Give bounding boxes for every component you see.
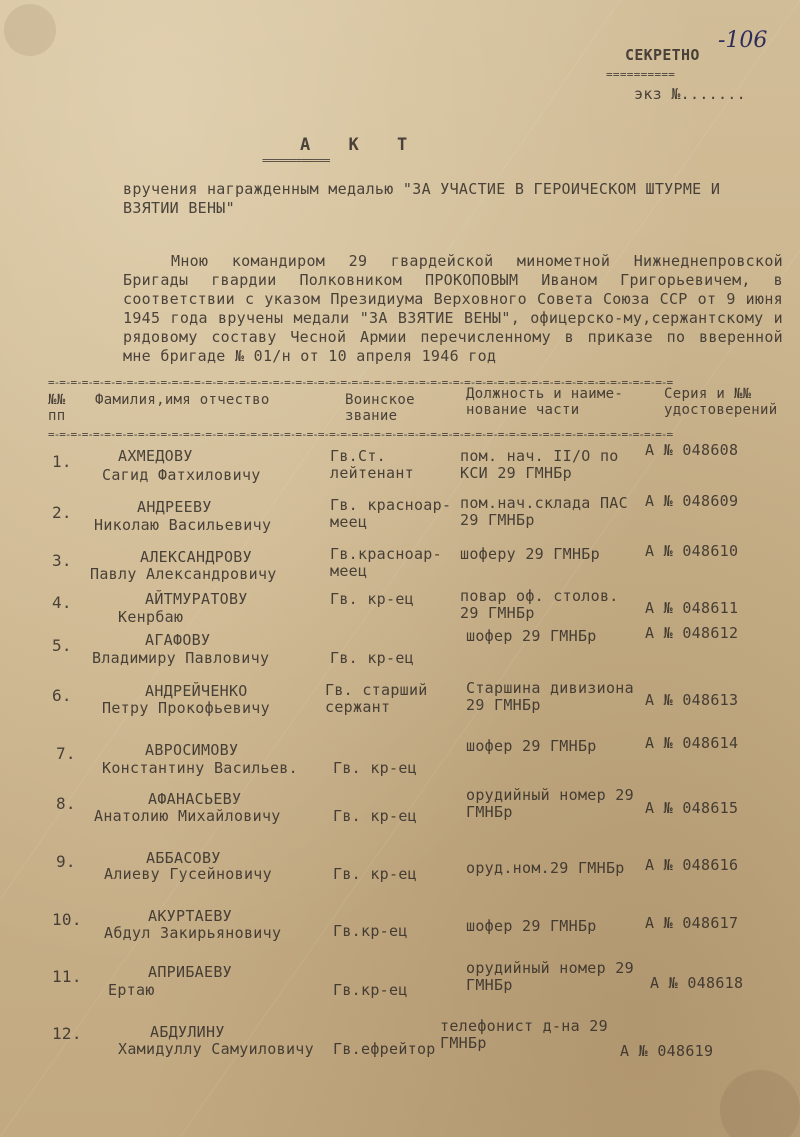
- row-position: шофер 29 ГМНБр: [466, 917, 597, 935]
- copy-number: экз №.......: [634, 85, 746, 103]
- row-position: Старшина дивизиона 29 ГМНБр: [466, 679, 634, 714]
- row-number: 7.: [56, 744, 76, 763]
- row-position: оруд.ном.29 ГМНБр: [466, 859, 625, 877]
- row-given-name: Сагид Фатхиловичу: [102, 466, 261, 484]
- row-given-name: Абдул Закирьяновичу: [104, 924, 282, 942]
- row-number: 6.: [52, 686, 72, 705]
- row-number: 3.: [52, 551, 72, 570]
- title-underline: ============: [262, 154, 330, 167]
- row-cert: А № 048613: [645, 691, 739, 709]
- row-rank: Гв. кр-ец: [330, 590, 414, 608]
- row-rank: Гв. кр-ец: [330, 649, 414, 667]
- row-surname: АНДРЕЙЧЕНКО: [145, 682, 248, 700]
- row-surname: АГАФОВУ: [145, 631, 211, 649]
- row-cert: А № 048612: [645, 624, 739, 642]
- row-position: шофер 29 ГМНБр: [466, 627, 597, 645]
- document-body: Мною командиром 29 гвардейской минометной Нижнеднепровской Бригады гвардии Полковником ПРОКОПОВЫМ Иваном Григорьевичем, в соответствии с указом Президиума Верховного Совета Союза ССР от 9 июня 1945 года вручены медали "ЗА ВЗЯТИЕ ВЕНЫ", офицерско-му,сержантскому и рядовому составу Чесной Армии перечисленному в приказе по вверенной мне бригаде № 01/н от 10 апреля 1946 год: [123, 252, 783, 365]
- row-given-name: Константину Васильев.: [102, 759, 298, 777]
- row-rank: Гв.ефрейтор: [333, 1040, 436, 1058]
- row-cert: А № 048616: [645, 856, 739, 874]
- header-num: №№ пп: [48, 392, 66, 424]
- row-given-name: Ертаю: [108, 981, 155, 999]
- row-number: 11.: [52, 967, 82, 986]
- row-rank: Гв.красноар-меец: [330, 545, 442, 580]
- row-surname: АВРОСИМОВУ: [145, 741, 239, 759]
- row-surname: АФАНАСЬЕВУ: [148, 790, 242, 808]
- row-number: 10.: [52, 910, 82, 929]
- row-cert: А № 048609: [645, 492, 739, 510]
- row-given-name: Павлу Александровичу: [90, 565, 277, 583]
- row-position: пом.нач.склада ПАС 29 ГМНБр: [460, 494, 628, 529]
- row-surname: АББАСОВУ: [146, 849, 221, 867]
- row-cert: А № 048608: [645, 441, 739, 459]
- row-cert: А № 048619: [620, 1042, 714, 1060]
- row-number: 2.: [52, 503, 72, 522]
- row-cert: А № 048611: [645, 599, 739, 617]
- row-position: телефонист д-на 29 ГМНБр: [440, 1017, 608, 1052]
- row-rank: Гв. красноар-меец: [330, 496, 452, 531]
- row-rank: Гв.кр-ец: [333, 981, 408, 999]
- row-number: 5.: [52, 636, 72, 655]
- row-rank: Гв.Ст. лейтенант: [330, 447, 414, 482]
- row-number: 1.: [52, 452, 72, 471]
- row-given-name: Анатолию Михайловичу: [94, 807, 281, 825]
- row-surname: АБДУЛИНУ: [150, 1023, 225, 1041]
- row-position: шоферу 29 ГМНБр: [460, 545, 600, 563]
- row-cert: А № 048614: [645, 734, 739, 752]
- row-number: 8.: [56, 794, 76, 813]
- row-surname: АХМЕДОВУ: [118, 447, 193, 465]
- table-top-rule: =-=-=-=-=-=-=-=-=-=-=-=-=-=-=-=-=-=-=-=-=-=-=-=-=-=-=-=-=-=-=-=-=-=-=-=-=-=-=-=-=-=-=-=-=-=-=-=-=-=-=-=-=-=-=-=: [48, 376, 673, 389]
- row-number: 4.: [52, 593, 72, 612]
- row-cert: А № 048615: [645, 799, 739, 817]
- row-rank: Гв. кр-ец: [333, 807, 417, 825]
- row-surname: АКУРТАЕВУ: [148, 907, 232, 925]
- table-header-rule: =-=-=-=-=-=-=-=-=-=-=-=-=-=-=-=-=-=-=-=-=-=-=-=-=-=-=-=-=-=-=-=-=-=-=-=-=-=-=-=-=-=-=-=-=-=-=-=-=-=-=-=-=-=-=-=: [48, 428, 673, 441]
- document-title: А К Т: [300, 135, 422, 155]
- row-cert: А № 048610: [645, 542, 739, 560]
- row-position: пом. нач. II/О по КСИ 29 ГМНБр: [460, 447, 619, 482]
- row-rank: Гв. кр-ец: [333, 759, 417, 777]
- row-number: 9.: [56, 852, 76, 871]
- row-position: орудийный номер 29 ГМНБр: [466, 959, 634, 994]
- row-surname: АПРИБАЕВУ: [148, 963, 232, 981]
- row-given-name: Владимиру Павловичу: [92, 649, 270, 667]
- header-name: Фамилия,имя отчество: [95, 392, 270, 408]
- row-number: 12.: [52, 1024, 82, 1043]
- header-rank: Воинское звание: [345, 392, 415, 424]
- row-surname: АЙТМУРАТОВУ: [145, 590, 248, 608]
- row-position: повар оф. столов. 29 ГМНБр: [460, 587, 619, 622]
- classification-underline: ==========: [606, 68, 676, 81]
- row-given-name: Николаю Васильевичу: [94, 516, 272, 534]
- row-cert: А № 048618: [650, 974, 744, 992]
- row-surname: АНДРЕЕВУ: [137, 498, 212, 516]
- archive-page-number: -106: [718, 28, 768, 53]
- row-position: шофер 29 ГМНБр: [466, 737, 597, 755]
- row-rank: Гв. кр-ец: [333, 865, 417, 883]
- row-position: орудийный номер 29 ГМНБр: [466, 786, 634, 821]
- header-position: Должность и наиме- нование части: [466, 386, 624, 418]
- document-subject: вручения награжденным медалью "ЗА УЧАСТИЕ В ГЕРОИЧЕСКОМ ШТУРМЕ И ВЗЯТИИ ВЕНЫ": [123, 180, 721, 217]
- row-cert: А № 048617: [645, 914, 739, 932]
- row-rank: Гв.кр-ец: [333, 922, 408, 940]
- row-given-name: Кенрбаю: [118, 608, 184, 626]
- row-given-name: Петру Прокофьевичу: [102, 699, 270, 717]
- row-given-name: Хамидуллу Самуиловичу: [118, 1040, 314, 1058]
- header-cert: Серия и №№ удостоверений: [664, 386, 778, 418]
- classification-label: СЕКРЕТНО: [625, 46, 700, 64]
- row-given-name: Алиеву Гусейновичу: [104, 865, 272, 883]
- row-surname: АЛЕКСАНДРОВУ: [140, 548, 252, 566]
- row-rank: Гв. старший сержант: [325, 681, 428, 716]
